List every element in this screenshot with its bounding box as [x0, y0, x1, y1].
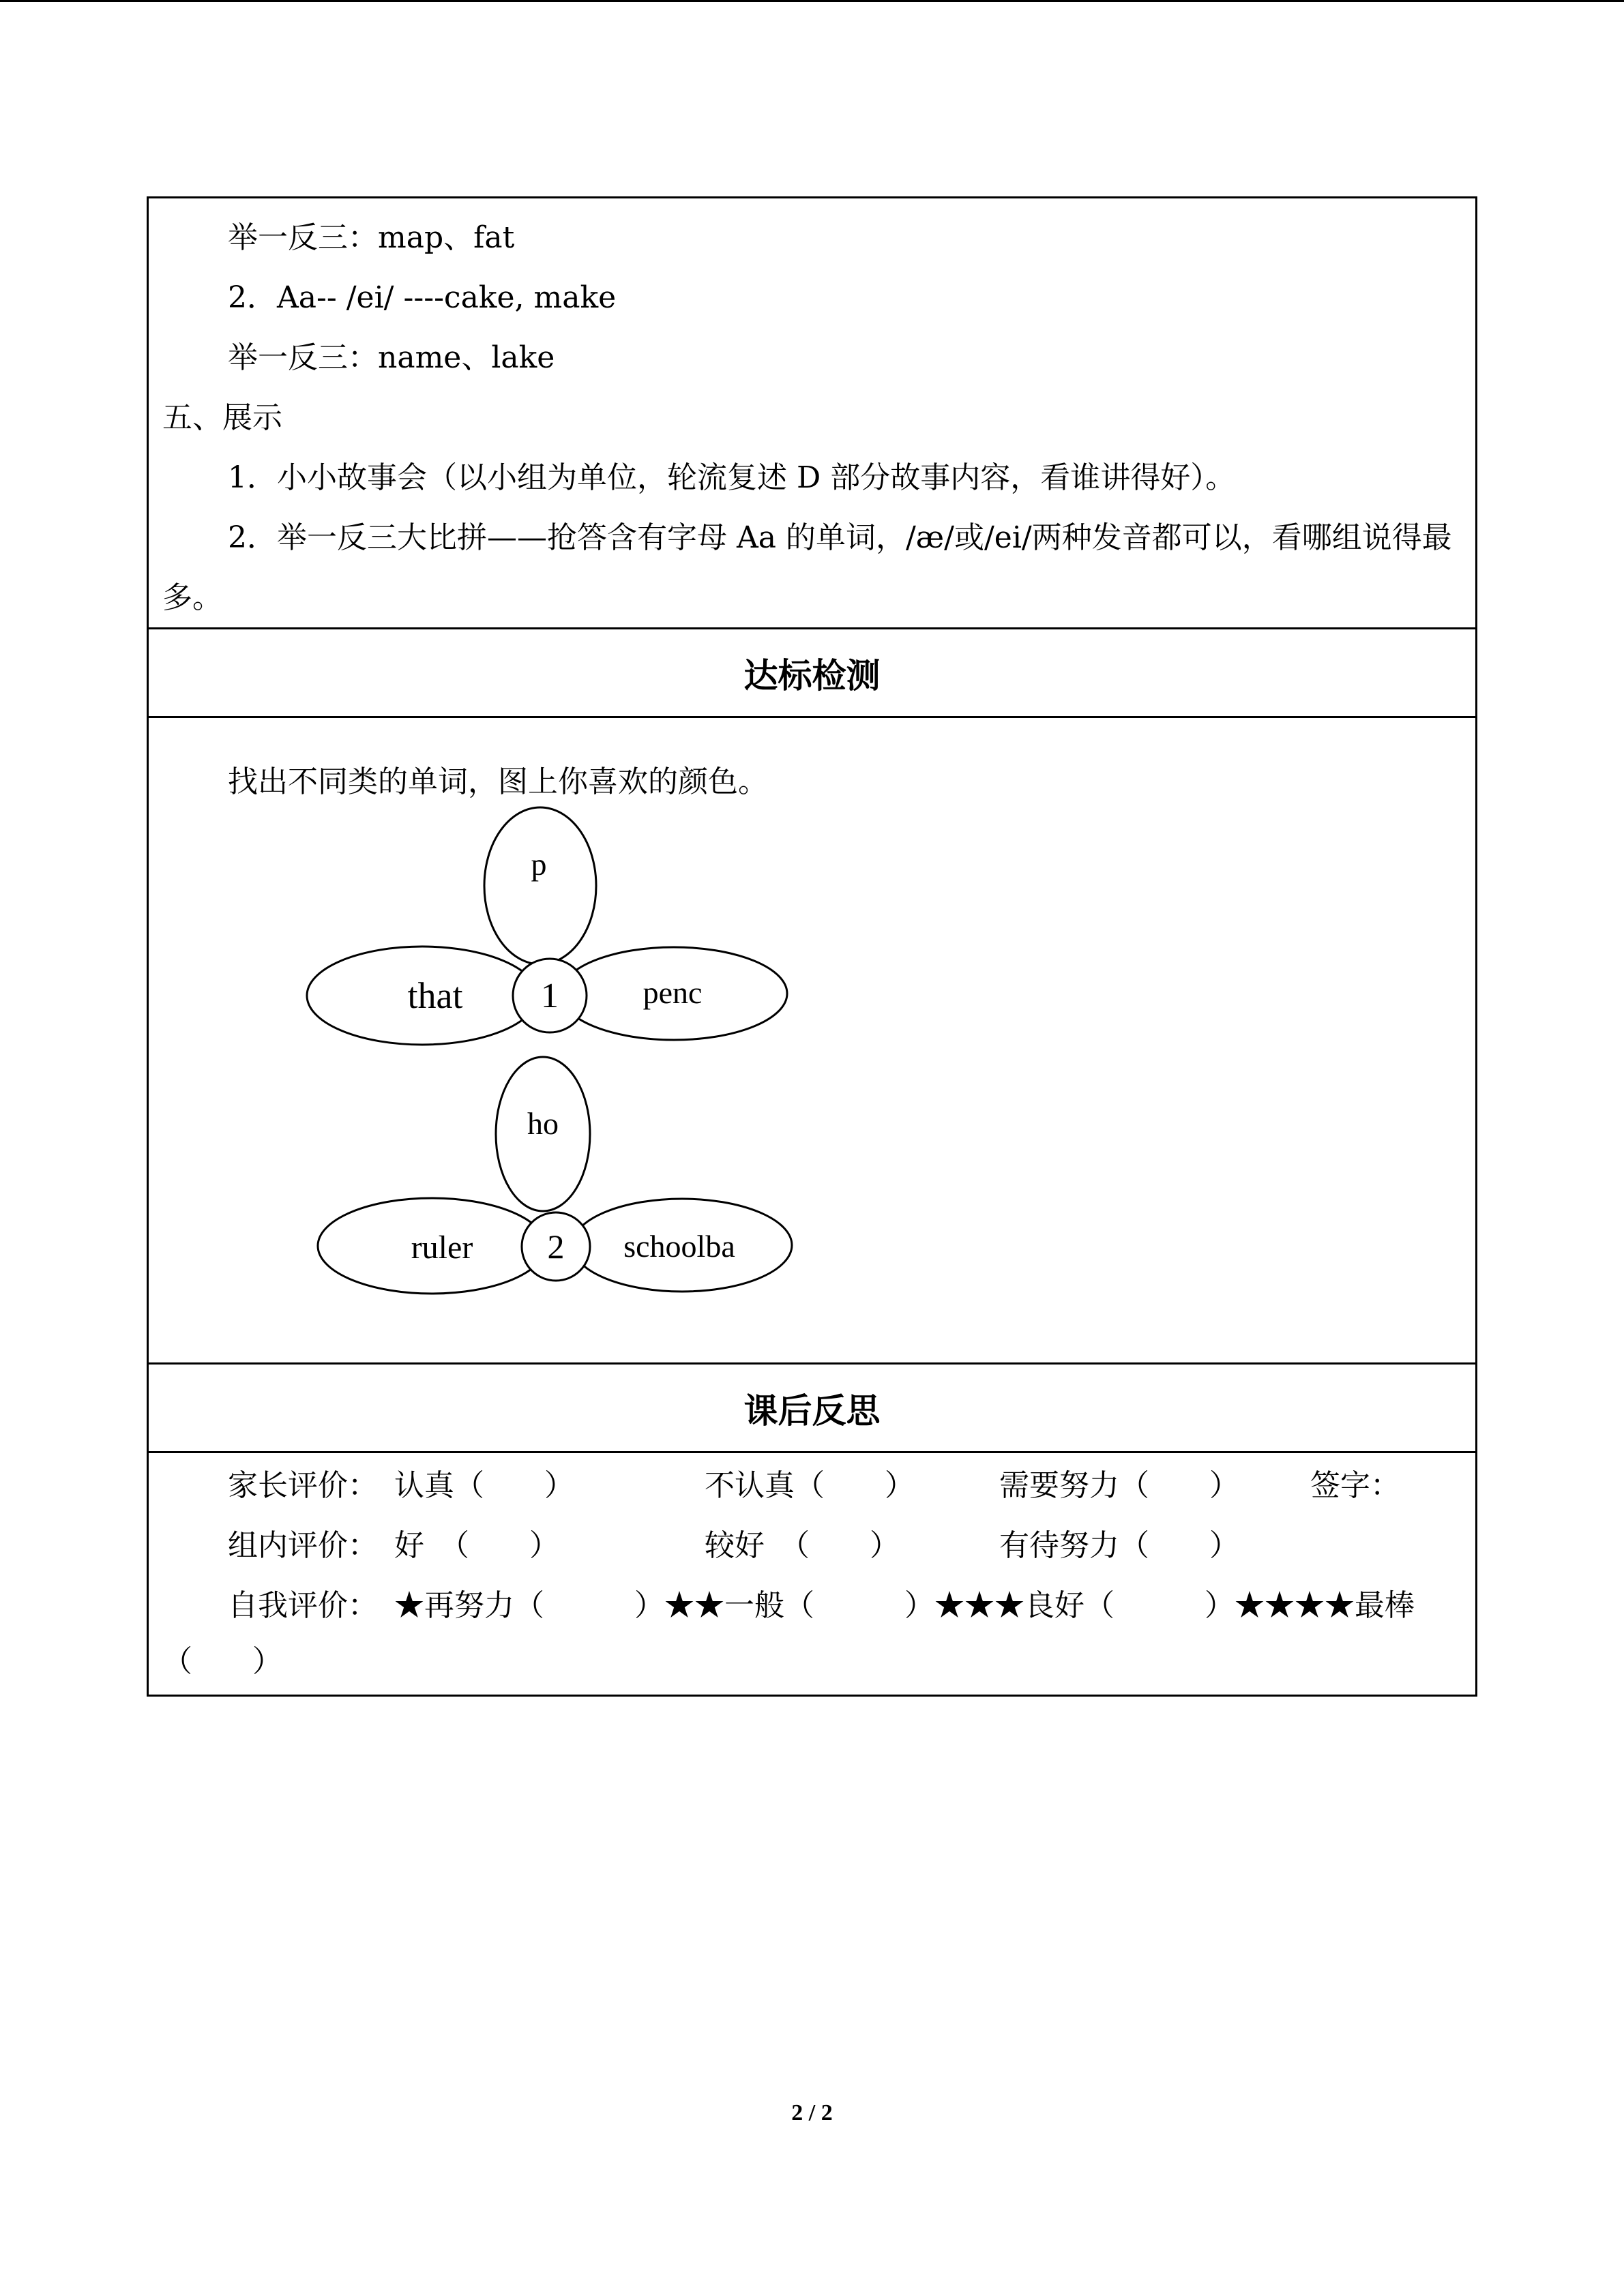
lesson-table	[147, 196, 1477, 1697]
parent-eval-option-3: 需要努力（ ）	[999, 1468, 1239, 1503]
reflection-cell	[149, 1453, 1475, 1695]
flower-2-number: 2	[547, 1227, 565, 1266]
page-number: 2 / 2	[791, 2100, 833, 2126]
test-instruction: 找出不同类的单词，图上你喜欢的颜色。	[228, 764, 768, 799]
flower-2-left-word: ruler	[411, 1229, 473, 1266]
group-eval-option-3: 有待努力（ ）	[999, 1528, 1239, 1563]
section-five-title: 五、展示	[162, 400, 282, 435]
group-eval-label: 组内评价：	[228, 1528, 378, 1563]
flower-1-petal-top	[484, 807, 596, 964]
flower-diagrams	[149, 718, 1475, 1365]
group-eval-option-2: 较好 （ ）	[705, 1528, 900, 1563]
group-eval-option-1: 好 （ ）	[394, 1528, 559, 1563]
flower-2-top-word: ho	[527, 1106, 559, 1141]
flower-1-top-word: p	[531, 847, 547, 882]
parent-signature: 签字：	[1310, 1468, 1400, 1503]
flower-1-left-word: that	[407, 975, 463, 1016]
self-eval-label: 自我评价：	[228, 1588, 378, 1623]
example-line-2: 2．Aa-- /ei/ ----cake, make	[228, 280, 617, 315]
self-eval-scale-continued: （ ）	[162, 1644, 282, 1679]
show-item-2: 2．举一反三大比拼——抢答含有字母 Aa 的单词，/æ/或/ei/两种发音都可以，看哪组说得最多。	[162, 520, 1452, 615]
example-line-1: 举一反三：map、fat	[228, 220, 515, 255]
flower-1-right-word: penc	[643, 975, 703, 1010]
show-item-1: 1．小小故事会（以小组为单位，轮流复述 D 部分故事内容，看谁讲得好）。	[228, 460, 1236, 495]
parent-eval-label: 家长评价：	[228, 1468, 378, 1503]
top-rule	[0, 0, 1624, 2]
lesson-steps-cell	[149, 208, 1475, 629]
flower-2-right-word: schoolba	[623, 1229, 735, 1264]
test-header: 达标检测	[149, 629, 1475, 718]
example-line-3: 举一反三：name、lake	[228, 340, 555, 375]
test-cell	[149, 718, 1475, 1365]
parent-eval-option-1: 认真（ ）	[394, 1468, 574, 1503]
parent-eval-option-2: 不认真（ ）	[705, 1468, 915, 1503]
reflection-header: 课后反思	[149, 1365, 1475, 1453]
flower-1-number: 1	[541, 976, 559, 1015]
self-eval-scale: ★再努力（ ）★★一般（ ）★★★良好（ ）★★★★最棒	[394, 1588, 1415, 1623]
